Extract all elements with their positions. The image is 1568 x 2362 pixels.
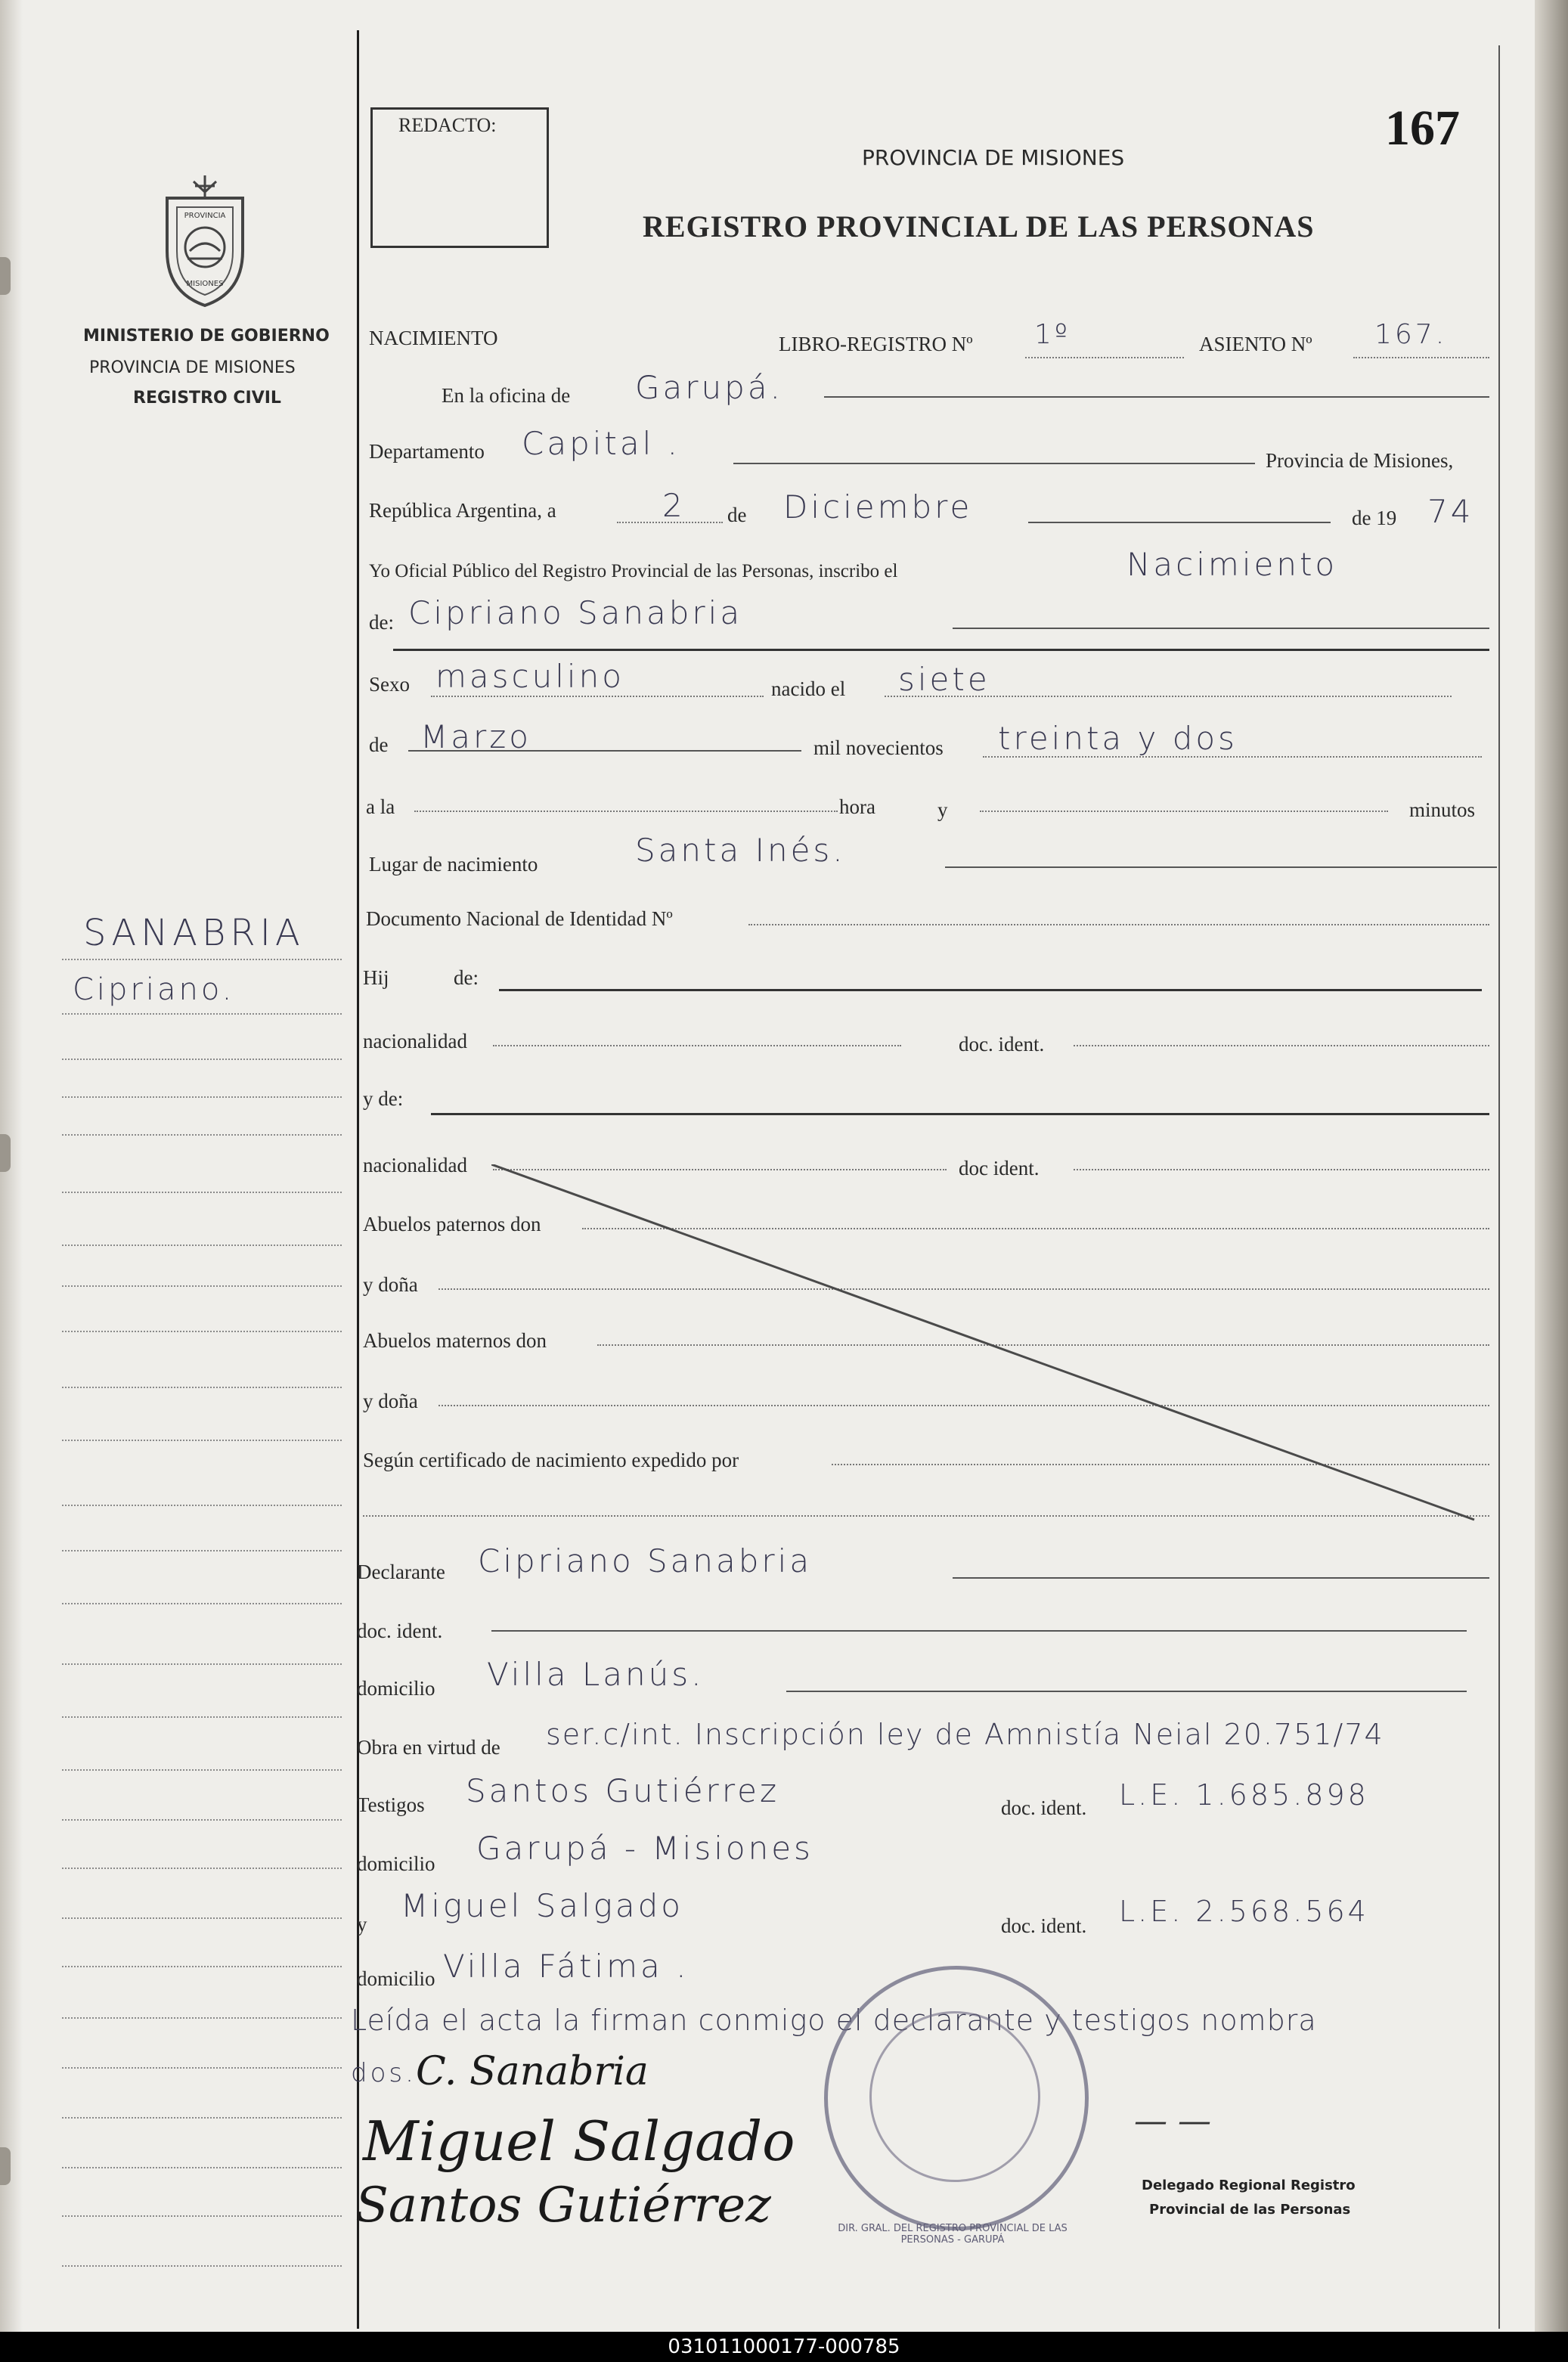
domicilio2-label: domicilio xyxy=(357,1852,435,1875)
margin-line xyxy=(62,2167,342,2168)
testigo1-doc: L.E. 1.685.898 xyxy=(1119,1778,1369,1812)
year-label: de 19 xyxy=(1352,507,1397,529)
asiento-value: 167. xyxy=(1374,319,1448,350)
de-month-label: de xyxy=(369,733,389,756)
dni-label: Documento Nacional de Identidad Nº xyxy=(366,907,673,930)
testigo1-name: Santos Gutiérrez xyxy=(466,1772,780,1809)
margin-line xyxy=(62,2265,342,2267)
margin-line xyxy=(62,1096,342,1098)
binding-hole xyxy=(0,2147,11,2185)
oficina-label: En la oficina de xyxy=(442,384,571,407)
field-line xyxy=(491,1630,1467,1632)
year-value: 74 xyxy=(1427,493,1474,530)
margin-line xyxy=(62,1868,342,1869)
margin-line xyxy=(62,1819,342,1821)
testigo2-name: Miguel Salgado xyxy=(401,1887,683,1924)
field-line xyxy=(945,866,1497,868)
obra-label: Obra en virtud de xyxy=(357,1736,500,1759)
registro-civil-label: REGISTRO CIVIL xyxy=(133,389,281,408)
margin-line xyxy=(62,2215,342,2217)
margin-line xyxy=(62,1059,342,1060)
act-type-label: NACIMIENTO xyxy=(369,327,498,349)
nacionalidad-label: nacionalidad xyxy=(363,1030,467,1052)
margin-line xyxy=(62,1917,342,1919)
obra-value: ser.c/int. Inscripción ley de Amnistía Neial 20.751/74 xyxy=(546,1718,1384,1751)
margin-line xyxy=(62,1013,342,1015)
doc-ident-label: doc. ident. xyxy=(959,1033,1045,1055)
de-colon-label: de: xyxy=(369,611,394,634)
de-label: de xyxy=(727,504,747,526)
margin-line xyxy=(62,1550,342,1551)
ydona-label: y doña xyxy=(363,1273,418,1296)
oficina-value: Garupá. xyxy=(635,369,783,406)
hij-label: Hij xyxy=(363,966,389,989)
nacido-label: nacido el xyxy=(771,677,846,700)
libro-value: 1º xyxy=(1034,319,1071,350)
seal-top-text: PROVINCIA xyxy=(184,212,226,220)
ydona2-label: y doña xyxy=(363,1390,418,1412)
province-label: PROVINCIA DE MISIONES xyxy=(89,358,296,377)
field-line xyxy=(953,1577,1489,1579)
field-line xyxy=(953,628,1489,629)
doc-ident2-label: doc ident. xyxy=(959,1157,1040,1179)
signature-miguel: Miguel Salgado xyxy=(363,2109,795,2173)
page-edge xyxy=(1535,0,1568,2332)
binding-hole xyxy=(0,257,11,295)
field-line xyxy=(431,696,764,697)
field-line xyxy=(1074,1045,1489,1046)
right-rule xyxy=(1498,45,1500,2329)
official-title-line2: Provincial de las Personas xyxy=(1149,2202,1351,2218)
birth-year-words: treinta y dos xyxy=(998,720,1238,757)
margin-line xyxy=(62,1331,342,1332)
month-value: Diciembre xyxy=(783,488,973,525)
closing-text2: dos. xyxy=(351,2058,417,2088)
testigos-label: Testigos xyxy=(357,1793,425,1816)
margin-surname: SANABRIA xyxy=(83,912,305,954)
hora-label: hora xyxy=(839,795,875,818)
testigo2-doc-label: doc. ident. xyxy=(1001,1914,1087,1937)
nacionalidad2-label: nacionalidad xyxy=(363,1154,467,1176)
binding-hole xyxy=(0,1134,11,1172)
field-line xyxy=(1028,522,1331,523)
name-underline xyxy=(393,649,1489,651)
margin-line xyxy=(62,1387,342,1388)
sexo-value: masculino xyxy=(435,658,624,695)
redacto-label: REDACTO: xyxy=(398,114,497,136)
signature-official: — — xyxy=(1134,2102,1211,2140)
field-line xyxy=(733,463,1255,464)
field-line xyxy=(786,1691,1467,1692)
field-line xyxy=(408,750,801,752)
doc-ident3-label: doc. ident. xyxy=(357,1620,443,1642)
y2-label: y xyxy=(357,1913,367,1936)
cancellation-line xyxy=(491,1164,1482,1527)
domicilio-label: domicilio xyxy=(357,1677,435,1700)
closing-text: Leída el acta la firman conmigo el declarante y testigos nombra xyxy=(351,2004,1317,2037)
margin-line xyxy=(62,2117,342,2119)
margin-given-name: Cipriano. xyxy=(73,972,235,1007)
page-number: 167 xyxy=(1385,101,1460,156)
mil-label: mil novecientos xyxy=(813,736,944,759)
margin-line xyxy=(62,1192,342,1193)
field-line xyxy=(824,396,1489,398)
field-line xyxy=(1353,357,1489,358)
domicilio3-label: domicilio xyxy=(357,1967,435,1990)
margin-line xyxy=(62,1603,342,1604)
field-line xyxy=(499,989,1482,991)
testigo2-domicilio: Villa Fátima . xyxy=(443,1948,689,1985)
sexo-label: Sexo xyxy=(369,673,410,696)
abuelos-maternos-label: Abuelos maternos don xyxy=(363,1329,547,1352)
field-line xyxy=(980,811,1388,812)
segun-label: Según certificado de nacimiento expedido por xyxy=(363,1449,739,1471)
image-id-footer: 031011000177-000785 xyxy=(0,2332,1568,2362)
margin-line xyxy=(62,1716,342,1718)
testigo2-doc: L.E. 2.568.564 xyxy=(1119,1895,1369,1928)
signature-santos: Santos Gutiérrez xyxy=(355,2178,771,2233)
minutos-label: minutos xyxy=(1409,798,1476,821)
ministry-label: MINISTERIO DE GOBIERNO xyxy=(83,327,330,346)
margin-line xyxy=(62,1245,342,1246)
margin-line xyxy=(62,959,342,960)
lugar-value: Santa Inés. xyxy=(635,832,846,869)
coat-of-arms-icon xyxy=(148,175,262,312)
margin-line xyxy=(62,2067,342,2069)
margin-line xyxy=(62,2017,342,2019)
margin-line xyxy=(62,1769,342,1771)
field-line xyxy=(748,924,1489,925)
official-stamp-inner xyxy=(869,2011,1040,2182)
departamento-label: Departamento xyxy=(369,440,485,463)
margin-line xyxy=(62,1134,342,1136)
nacido-value: siete xyxy=(898,661,990,698)
stamp-text: DIR. GRAL. DEL REGISTRO PROVINCIAL DE LAS PERSONAS - GARUPÁ xyxy=(838,2223,1068,2246)
seal-bottom-text: MISIONES xyxy=(186,280,224,288)
oficial-text: Yo Oficial Público del Registro Provincial de las Personas, inscribo el xyxy=(369,561,898,581)
margin-line xyxy=(62,1285,342,1287)
margin-line xyxy=(62,1966,342,1967)
declarante-value: Cipriano Sanabria xyxy=(478,1542,813,1579)
field-line xyxy=(493,1045,901,1046)
declarante-label: Declarante xyxy=(357,1561,445,1583)
republica-label: República Argentina, a xyxy=(369,499,556,522)
field-line xyxy=(1025,357,1184,358)
testigo1-doc-label: doc. ident. xyxy=(1001,1796,1087,1819)
provincia-label: Provincia de Misiones, xyxy=(1266,449,1454,472)
departamento-value: Capital . xyxy=(522,425,680,462)
ala-label: a la xyxy=(366,795,395,818)
margin-line xyxy=(62,1663,342,1665)
signature-declarante: C. Sanabria xyxy=(416,2049,649,2094)
field-line xyxy=(431,1113,1489,1115)
margin-line xyxy=(62,1440,342,1441)
libro-label: LIBRO-REGISTRO Nº xyxy=(779,333,973,355)
field-line xyxy=(414,811,838,812)
province-heading: PROVINCIA DE MISIONES xyxy=(862,145,1125,170)
abuelos-paternos-label: Abuelos paternos don xyxy=(363,1213,541,1235)
field-line xyxy=(983,756,1482,758)
yde-label: y de: xyxy=(363,1087,404,1110)
y-label: y xyxy=(937,798,948,821)
margin-line xyxy=(62,1505,342,1506)
domicilio-value: Villa Lanús. xyxy=(487,1656,705,1693)
day-value: 2 xyxy=(662,487,686,524)
redacto-box xyxy=(370,107,549,248)
asiento-label: ASIENTO Nº xyxy=(1199,333,1312,355)
field-line xyxy=(885,696,1452,697)
act-value: Nacimiento xyxy=(1126,546,1338,583)
registry-title: REGISTRO PROVINCIAL DE LAS PERSONAS xyxy=(643,209,1315,243)
testigo1-domicilio: Garupá - Misiones xyxy=(476,1830,813,1867)
person-name: Cipriano Sanabria xyxy=(408,594,743,631)
lugar-label: Lugar de nacimiento xyxy=(369,853,538,876)
official-title-line1: Delegado Regional Registro xyxy=(1142,2178,1356,2193)
birth-month: Marzo xyxy=(420,718,531,755)
hij-de-label: de: xyxy=(454,966,479,989)
